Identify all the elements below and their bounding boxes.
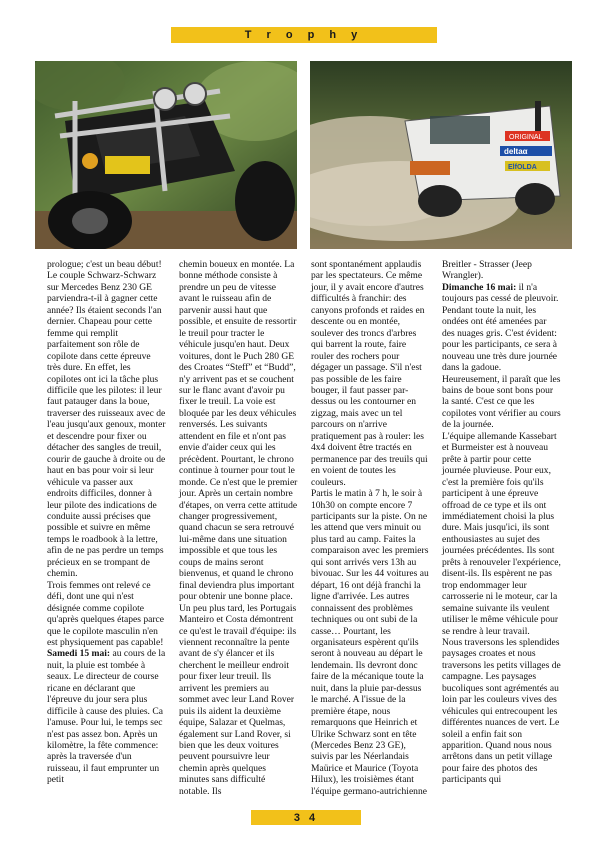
paragraph: sont spontanément applaudis par les spectateurs. Ce même jour, il y avait encore d'autres difficultés à franchir: des canyons profonds et raides en descente ou en montée, soulever des troncs d'arbres qui barrent la route, faire rouler des rochers pour dégager un passage. S'il n'est pas possible de les faire bouger, il faut passer par-dessus ou les contourner en zigzag, mais avec un tel parcours on n'arrive pratiquement pas à rouler: les 4x4 doivent être tractés en permanence par des treuils qui en voient de toutes les couleurs. bbox=[311, 259, 428, 488]
article-column-2 bbox=[179, 259, 298, 797]
section-header-bar bbox=[171, 27, 437, 43]
paragraph: Nous traversons les splendides paysages croates et nous traversons les petits villages de campagne. Les paysages bucoliques sont agrémentés au loin par les couleurs vives des véhicules qui entrecoupent les différentes nuances de vert. Le soleil a enfin fait son apparition. Quand nous nous arrêtons dans un petit village pour faire des photos des participants qui bbox=[442, 636, 561, 786]
paragraph: L'équipe allemande Kassebart et Burmeister est à nouveau prête à partir pour cette journée pluvieuse. Pour eux, c'est la première fois qu'ils participent à une épreuve offroad de ce type et ils ont immédiatement choisi la plus dure. Mais jusqu'ici, ils sont enthousiastes au sujet des journées précédentes. Ils sont prêts à renouveler l'expérience, disent-ils. Ils espèrent ne pas trop endommager leur carrosserie ni le moteur, car la semaine suivante ils veulent utiliser le même véhicule pour se rendre à leur travail. bbox=[442, 430, 561, 637]
section-title: T r o p h y bbox=[244, 29, 364, 41]
sponsor-decal-text: ElfOLDA bbox=[508, 164, 537, 171]
paragraph: prologue; c'est un beau début! bbox=[47, 259, 162, 270]
article-column-3 bbox=[311, 259, 430, 797]
paragraph: Un peu plus tard, les Portugais Manteiro et Costa démontrent ce qu'est le travail d'équipe: ils viennent reconnaître la pente avant de s'y élancer et ils cherchent le meilleur endroit pour fixer leur treuil. Ils arrivent les premiers au sommet avec leur Land Rover puis ils aident la deuxième équipe, Salazar et Quelmas, également sur Land Rover, si bien que les deux voitures peuvent poursuivre leur chemin après quelques minutes sans difficulté notable. Ils bbox=[179, 602, 297, 797]
day-heading: Samedi 15 mai: bbox=[47, 648, 111, 660]
article-column-1 bbox=[47, 259, 166, 786]
paragraph-body: il n'a toujours pas cessé de pleuvoir. Pendant toute la nuit, les ondées ont été amenées par des nuages gris. C'est évident: pour les participants, ce sera à nouveau une très dure journée dans la gadoue. Heureusement, il paraît que les bains de boue sont bons pour la santé. C'est ce que les copilotes vont vérifier au cours de la journée. bbox=[442, 281, 561, 431]
day-heading: Dimanche 16 mai: bbox=[442, 281, 517, 293]
paragraph-body: au cours de la nuit, la pluie est tombée à seaux. Le directeur de course ricane en déclarant que l'épreuve du jour sera plus difficile à cause des pluies. Ca l'amuse. Pour lui, le temps sec n'est pas assez bon. Après un kilomètre, la fête commence: après la traversée d'un ruisseau, il faut emprunter un petit bbox=[47, 648, 166, 786]
paragraph: Partis le matin à 7 h, le soir à 10h30 on compte encore 7 participants sur la piste. On ne les attend que vers minuit ou plus tard au camp. Faites la comparaison avec les premiers qui sont arrivés vers 13h au bivouac. Sur les 44 voitures au départ, 16 ont déjà franchi la ligne d'arrivée. Les autres connaissent des problèmes techniques ou ont subi de la casse… Pourtant, les organisateurs espèrent qu'ils seront à nouveau au départ le lendemain. Ils devront donc faire de la mécanique toute la nuit, dans la pluie par-dessus le marché. A l'issue de la première étape, nous remarquons que Heinrich et Ulrike Schwarz sont en tête (Mercedes Benz 23 GE), suivis par les Néerlandais Maürice et Maurice (Toyota Hilux), les troisièmes étant l'équipe germano-autrichienne bbox=[311, 488, 429, 797]
page-number: 3 4 bbox=[293, 811, 319, 824]
paragraph: Breitler - Strasser (Jeep Wrangler). bbox=[442, 259, 532, 282]
paragraph: chemin boueux en montée. La bonne méthode consiste à prendre un peu de vitesse avant le ruisseau afin de parvenir aussi haut que possible, et ensuite de ressortir le treuil pour tracter le véhicule jusqu'en haut. Deux voitures, dont le Puch 280 GE des Croates “Steff” et “Budd”, n'y arrivent pas et se couchent sur le flanc avant d'avoir pu fixer le treuil. La voie est bloquée par les deux véhicules renversés. Les suivants attendent en file et n'ont pas envie d'aider ceux qui les précèdent. Pourtant, le chrono continue à tourner pour tout le monde. Ce n'est que le premier jour. Après un certain nombre d'étapes, on verra cette attitude changer progressivement, quand chacun se sera retrouvé lui-même dans une situation impossible et que tous les coups de mains seront bienvenus, et quand le chrono final deviendra plus important pour obtenir une bonne place. bbox=[179, 259, 298, 603]
paragraph: Le couple Schwarz-Schwarz sur Mercedes Benz 230 GE parviendra-t-il à gagner cette année? Ils étaient seconds l'an dernier. Chapeau pour cette femme qui remplit parfaitement son rôle de copilote dans cette épreuve très dure. En effet, les copilotes ont ici la tâche plus difficile que les pilotes: il leur faut patauger dans la boue, traverser des ruisseaux avec de l'eau jusqu'aux genoux, monter et descendre pour fixer ou détacher des sangles de treuil, courir de gauche à droite ou de haut en bas pour voir si leur véhicule va passer aux endroits difficiles, donner à leur pilote des indications de conduite aussi précises que possible et suivre en même temps le roadbook à la lettre, afin de ne pas perdre un temps précieux en se trompant de chemin. bbox=[47, 270, 166, 580]
paragraph bbox=[47, 648, 166, 785]
photo-rally-truck-splash bbox=[310, 61, 572, 249]
paragraph bbox=[442, 282, 561, 431]
sponsor-decal-text: deltaα bbox=[504, 147, 528, 156]
sponsor-decal-text: ORIGINAL bbox=[509, 134, 543, 141]
photo-offroad-vehicle bbox=[35, 61, 297, 249]
paragraph: Trois femmes ont relevé ce défi, dont une qui n'est désignée comme copilote qu'après quelques étapes parce que le copilote masculin n'en est physiquement pas capable! bbox=[47, 579, 165, 648]
article-column-4 bbox=[442, 259, 561, 786]
page-number-bar bbox=[251, 810, 361, 825]
